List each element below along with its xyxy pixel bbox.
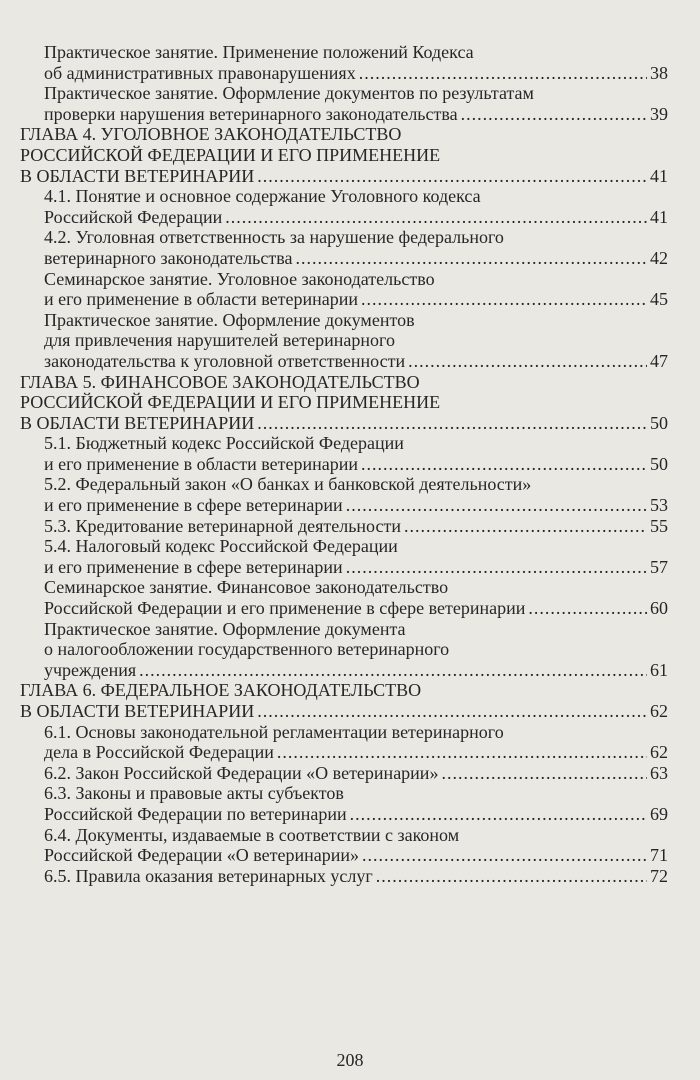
toc-page-number: 61 (650, 659, 668, 680)
toc-entry-last-line (44, 845, 668, 866)
toc-entry-line: 4.2. Уголовная ответственность за нарушение федерального (44, 227, 504, 248)
toc-entry-line: 6.1. Основы законодательной регламентации ветеринарного (44, 721, 504, 742)
toc-entry-line: об административных правонарушениях (44, 62, 356, 83)
dot-leader (295, 248, 647, 269)
toc-entry-line: ГЛАВА 5. ФИНАНСОВОЕ ЗАКОНОДАТЕЛЬСТВО (20, 371, 420, 392)
toc-entry-line: 5.4. Налоговый кодекс Российской Федерации (44, 536, 398, 557)
toc-entry-line: 5.2. Федеральный закон «О банках и банковской деятельности» (44, 474, 532, 495)
toc-section-entry (20, 536, 668, 577)
toc-entry-line: и его применение в сфере ветеринарии (44, 556, 343, 577)
toc-section-entry (20, 433, 668, 474)
dot-leader (225, 207, 647, 228)
dot-leader (376, 866, 647, 887)
toc-section-entry (20, 783, 668, 824)
toc-entry-line: Семинарское занятие. Уголовное законодательство (44, 268, 435, 289)
toc-chapter-entry (20, 372, 668, 434)
toc-section-entry (20, 577, 668, 618)
toc-entry-line: Семинарское занятие. Финансовое законодательство (44, 577, 449, 598)
toc-entry-line: и его применение в области ветеринарии (44, 289, 359, 310)
toc-section-entry (20, 83, 668, 124)
toc-entry-line: дела в Российской Федерации (44, 742, 274, 763)
toc-entry-line: В ОБЛАСТИ ВЕТЕРИНАРИИ (20, 165, 255, 186)
page-number: 208 (336, 1050, 364, 1070)
toc-entry-line: 5.1. Бюджетный кодекс Российской Федерации (44, 433, 404, 454)
toc-page-number: 53 (650, 495, 668, 516)
toc-entry-line: 6.4. Документы, издаваемые в соответствии с законом (44, 824, 460, 845)
toc-section-entry (20, 866, 668, 887)
toc-entry-last-line (44, 804, 668, 825)
dot-leader (257, 166, 647, 187)
toc-section-entry (20, 227, 668, 268)
toc-entry-line: РОССИЙСКОЙ ФЕДЕРАЦИИ И ЕГО ПРИМЕНЕНИЕ (20, 144, 441, 165)
dot-leader (408, 351, 647, 372)
toc-section-entry (20, 474, 668, 515)
toc-entry-line: Практическое занятие. Оформление документов по результатам (44, 83, 534, 104)
toc-section-entry (20, 269, 668, 310)
toc-entry-last-line (44, 351, 668, 372)
toc-entry-line: Практическое занятие. Применение положений Кодекса (44, 42, 474, 62)
toc-section-entry (20, 42, 668, 83)
toc-section-entry (20, 619, 668, 681)
toc-entry-last-line (44, 763, 668, 784)
dot-leader (441, 763, 647, 784)
toc-page-number: 39 (650, 103, 668, 124)
toc-page-number: 45 (650, 289, 668, 310)
toc-entry-line: 5.3. Кредитование ветеринарной деятельности (44, 515, 401, 536)
dot-leader (404, 516, 647, 537)
dot-leader (257, 413, 647, 434)
toc-entry-line: Российской Федерации и его применение в сфере ветеринарии (44, 598, 526, 619)
toc-entry-line: Практическое занятие. Оформление документа (44, 618, 406, 639)
toc-page-number: 60 (650, 598, 668, 619)
toc-section-entry (20, 516, 668, 537)
toc-page-number: 50 (650, 412, 668, 433)
toc-entry-last-line (44, 495, 668, 516)
dot-leader (361, 454, 647, 475)
toc-entry-line: для привлечения нарушителей ветеринарного (44, 330, 395, 351)
toc-entry-line: ветеринарного законодательства (44, 247, 293, 268)
dot-leader (346, 495, 647, 516)
toc-entry-last-line (20, 701, 668, 722)
toc-page-number: 63 (650, 762, 668, 783)
table-of-contents (20, 42, 668, 886)
toc-entry-line: законодательства к уголовной ответственности (44, 350, 406, 371)
dot-leader (359, 63, 647, 84)
toc-entry-line: В ОБЛАСТИ ВЕТЕРИНАРИИ (20, 412, 255, 433)
toc-entry-line: Российской Федерации по ветеринарии (44, 803, 347, 824)
toc-entry-last-line (44, 63, 668, 84)
toc-entry-line: проверки нарушения ветеринарного законодательства (44, 103, 458, 124)
toc-page-number: 72 (650, 865, 668, 886)
toc-page-number: 41 (650, 165, 668, 186)
toc-chapter-entry (20, 680, 668, 721)
dot-leader (139, 660, 647, 681)
toc-page-number: 41 (650, 206, 668, 227)
toc-entry-last-line (44, 557, 668, 578)
toc-entry-last-line (44, 454, 668, 475)
toc-entry-line: 4.1. Понятие и основное содержание Уголовного кодекса (44, 186, 481, 207)
toc-section-entry (20, 310, 668, 372)
toc-page-number: 55 (650, 515, 668, 536)
toc-entry-line: РОССИЙСКОЙ ФЕДЕРАЦИИ И ЕГО ПРИМЕНЕНИЕ (20, 392, 441, 413)
toc-page-number: 71 (650, 845, 668, 866)
toc-entry-last-line (44, 598, 668, 619)
toc-entry-line: и его применение в области ветеринарии (44, 453, 359, 474)
dot-leader (346, 557, 647, 578)
toc-entry-line: учреждения (44, 659, 137, 680)
dot-leader (257, 701, 647, 722)
toc-entry-last-line (44, 660, 668, 681)
toc-section-entry (20, 722, 668, 763)
toc-entry-last-line (44, 516, 668, 537)
toc-entry-last-line (20, 166, 668, 187)
toc-entry-line: Российской Федерации (44, 206, 223, 227)
toc-entry-last-line (44, 207, 668, 228)
toc-entry-line: 6.5. Правила оказания ветеринарных услуг (44, 865, 373, 886)
toc-section-entry (20, 825, 668, 866)
dot-leader (362, 845, 647, 866)
toc-entry-line: ГЛАВА 4. УГОЛОВНОЕ ЗАКОНОДАТЕЛЬСТВО (20, 124, 402, 145)
toc-entry-line: ГЛАВА 6. ФЕДЕРАЛЬНОЕ ЗАКОНОДАТЕЛЬСТВО (20, 680, 422, 701)
toc-section-entry (20, 186, 668, 227)
dot-leader (528, 598, 647, 619)
toc-entry-last-line (44, 866, 668, 887)
toc-entry-last-line (20, 413, 668, 434)
toc-page-number: 62 (650, 701, 668, 721)
toc-chapter-entry (20, 124, 668, 186)
toc-entry-line: Практическое занятие. Оформление документов (44, 309, 415, 330)
toc-entry-line: 6.2. Закон Российской Федерации «О ветеринарии» (44, 762, 439, 783)
toc-section-entry (20, 763, 668, 784)
dot-leader (361, 289, 647, 310)
toc-entry-line: 6.3. Законы и правовые акты субъектов (44, 783, 344, 804)
toc-page-number: 38 (650, 62, 668, 83)
toc-page-number: 47 (650, 350, 668, 371)
toc-page-number: 57 (650, 556, 668, 577)
toc-page-number: 42 (650, 247, 668, 268)
toc-page-number: 62 (650, 742, 668, 763)
toc-entry-last-line (44, 289, 668, 310)
toc-entry-last-line (44, 248, 668, 269)
toc-entry-line: о налогообложении государственного ветеринарного (44, 639, 450, 660)
toc-entry-line: и его применение в сфере ветеринарии (44, 495, 343, 516)
toc-entry-line: В ОБЛАСТИ ВЕТЕРИНАРИИ (20, 701, 255, 721)
toc-entry-line: Российской Федерации «О ветеринарии» (44, 845, 359, 866)
toc-page-number: 50 (650, 453, 668, 474)
dot-leader (350, 804, 647, 825)
toc-entry-last-line (44, 742, 668, 763)
dot-leader (277, 742, 647, 763)
toc-page-number: 69 (650, 803, 668, 824)
dot-leader (461, 104, 647, 125)
toc-entry-last-line (44, 104, 668, 125)
